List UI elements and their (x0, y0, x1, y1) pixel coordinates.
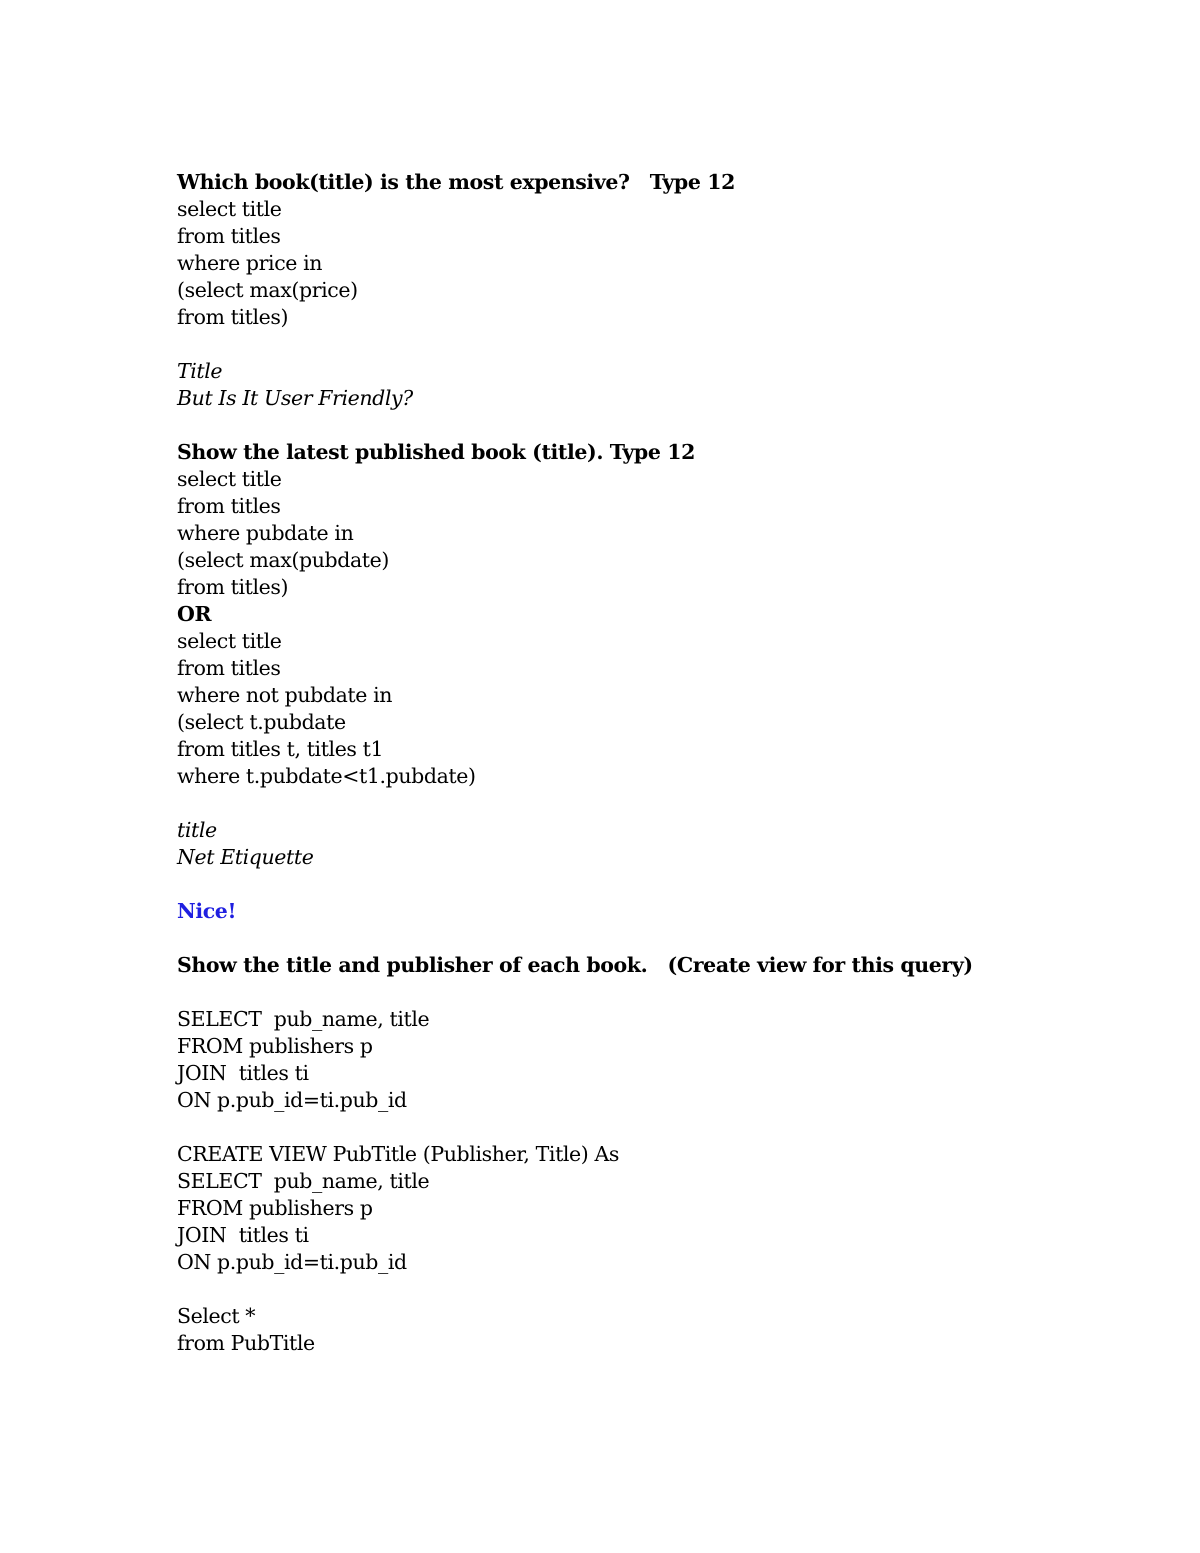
sql-line: CREATE VIEW PubTitle (Publisher, Title) As (177, 1142, 620, 1166)
sql-line: from titles (177, 224, 281, 248)
spacer (177, 412, 1077, 439)
sql-line: SELECT pub_name, title (177, 1007, 430, 1031)
spacer (177, 925, 1077, 952)
question-1-heading: Which book(title) is the most expensive? Type 12 (177, 170, 735, 194)
result-header: title (177, 818, 217, 842)
sql-line: FROM publishers p (177, 1034, 373, 1058)
sql-line: from titles (177, 494, 281, 518)
spacer (177, 1114, 1077, 1141)
result-value: Net Etiquette (177, 845, 314, 869)
spacer (177, 979, 1077, 1006)
sql-line: select title (177, 467, 282, 491)
sql-line: (select t.pubdate (177, 710, 346, 734)
spacer (177, 790, 1077, 817)
or-separator: OR (177, 602, 212, 626)
sql-line: (select max(pubdate) (177, 548, 389, 572)
sql-line: select title (177, 629, 282, 653)
spacer (177, 1276, 1077, 1303)
sql-line: (select max(price) (177, 278, 358, 302)
sql-line: from PubTitle (177, 1331, 315, 1355)
sql-line: where price in (177, 251, 323, 275)
sql-line: from titles) (177, 305, 289, 329)
sql-line: FROM publishers p (177, 1196, 373, 1220)
document-content (177, 169, 1077, 1357)
sql-line: Select * (177, 1304, 256, 1328)
question-3-heading: Show the title and publisher of each book. (Create view for this query) (177, 953, 973, 977)
sql-line: ON p.pub_id=ti.pub_id (177, 1250, 407, 1274)
sql-line: JOIN titles ti (177, 1223, 309, 1247)
sql-line: where pubdate in (177, 521, 354, 545)
sql-line: JOIN titles ti (177, 1061, 309, 1085)
sql-line: ON p.pub_id=ti.pub_id (177, 1088, 407, 1112)
sql-line: from titles (177, 656, 281, 680)
question-2-heading: Show the latest published book (title). Type 12 (177, 440, 695, 464)
result-header: Title (177, 359, 223, 383)
spacer (177, 331, 1077, 358)
spacer (177, 871, 1077, 898)
sql-line: from titles t, titles t1 (177, 737, 384, 761)
sql-line: where not pubdate in (177, 683, 393, 707)
feedback-comment: Nice! (177, 899, 237, 923)
sql-line: SELECT pub_name, title (177, 1169, 430, 1193)
sql-line: where t.pubdate<t1.pubdate) (177, 764, 476, 788)
result-value: But Is It User Friendly? (177, 386, 413, 410)
sql-line: select title (177, 197, 282, 221)
sql-line: from titles) (177, 575, 289, 599)
